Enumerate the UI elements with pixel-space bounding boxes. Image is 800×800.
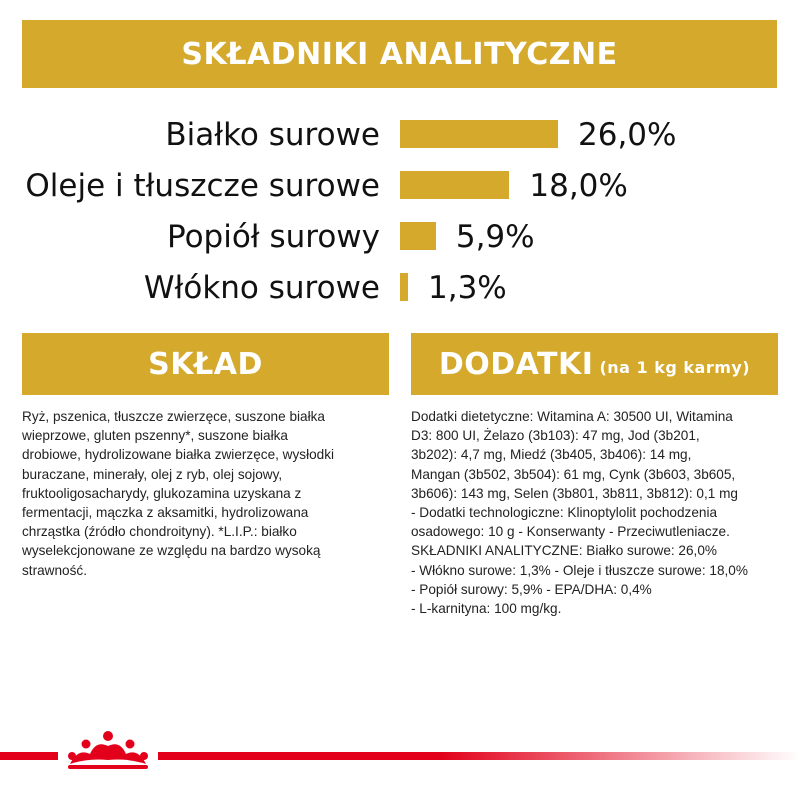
analytics-row (0, 212, 800, 262)
composition-title: SKŁAD (148, 346, 263, 382)
text-line: osadowego: 10 g - Konserwanty - Przeciwutleniacze. (411, 524, 730, 540)
text-line: - L-karnityna: 100 mg/kg. (411, 601, 562, 617)
additives-header (411, 333, 778, 395)
analytics-label: Popiół surowy (166, 219, 380, 255)
analytics-value: 18,0% (529, 168, 628, 204)
analytics-label: Białko surowe (165, 117, 380, 153)
analytics-bar (400, 120, 558, 148)
analytics-row (0, 263, 800, 313)
text-line: D3: 800 UI, Żelazo (3b103): 47 mg, Jod (3b201, (411, 428, 700, 444)
analytics-row (0, 110, 800, 160)
text-line: fruktooligosacharydy, glukozamina uzyskana z (22, 485, 302, 501)
additives-subtitle: (na 1 kg karmy) (599, 357, 751, 377)
text-line: - Dodatki technologiczne: Klinoptylolit pochodzenia (411, 505, 718, 521)
composition-header (22, 333, 389, 395)
text-line: buraczane, minerały, olej z ryb, olej sojowy, (22, 466, 283, 482)
analytics-title: SKŁADNIKI ANALITYCZNE (181, 36, 618, 72)
analytics-value: 5,9% (455, 219, 535, 255)
analytics-row (0, 161, 800, 211)
text-line: - Włókno surowe: 1,3% - Oleje i tłuszcze surowe: 18,0% (411, 562, 748, 578)
additives-text (411, 407, 786, 618)
analytics-label: Oleje i tłuszcze surowe (25, 168, 380, 204)
text-line: - Popiół surowy: 5,9% - EPA/DHA: 0,4% (411, 581, 652, 597)
analytics-label: Włókno surowe (143, 270, 380, 306)
composition-text (22, 407, 397, 580)
text-line: 3b606): 143 mg, Selen (3b801, 3b811, 3b812): 0,1 mg (411, 485, 738, 501)
analytics-bar (400, 273, 408, 301)
text-line: Mangan (3b502, 3b504): 61 mg, Cynk (3b603, 3b605, (411, 466, 736, 482)
text-line: strawność. (22, 562, 87, 578)
analytics-header (22, 20, 777, 88)
text-line: wyselekcjonowane ze względu na bardzo wysoką (22, 543, 321, 559)
text-line: Ryż, pszenica, tłuszcze zwierzęce, suszone białka (22, 409, 325, 424)
royal-canin-crown-icon (58, 718, 158, 778)
analytics-value: 1,3% (428, 270, 507, 306)
analytics-bar (400, 171, 509, 199)
additives-title: DODATKI (438, 346, 594, 382)
analytics-bar (400, 222, 436, 250)
text-line: fermentacji, mączka z aksamitki, hydrolizowana (22, 505, 309, 521)
text-line: chrząstka (źródło chondroityny). *L.I.P.: białko (22, 524, 297, 540)
text-line: Dodatki dietetyczne: Witamina A: 30500 UI, Witamina (411, 409, 733, 424)
analytics-value: 26,0% (578, 117, 677, 153)
text-line: drobiowe, hydrolizowane białka zwierzęce, wysłodki (22, 447, 335, 463)
text-line: SKŁADNIKI ANALITYCZNE: Białko surowe: 26,0% (411, 543, 717, 559)
text-line: 3b202): 4,7 mg, Miedź (3b405, 3b406): 14 mg, (411, 447, 692, 463)
text-line: wieprzowe, gluten pszenny*, suszone białka (22, 428, 288, 444)
